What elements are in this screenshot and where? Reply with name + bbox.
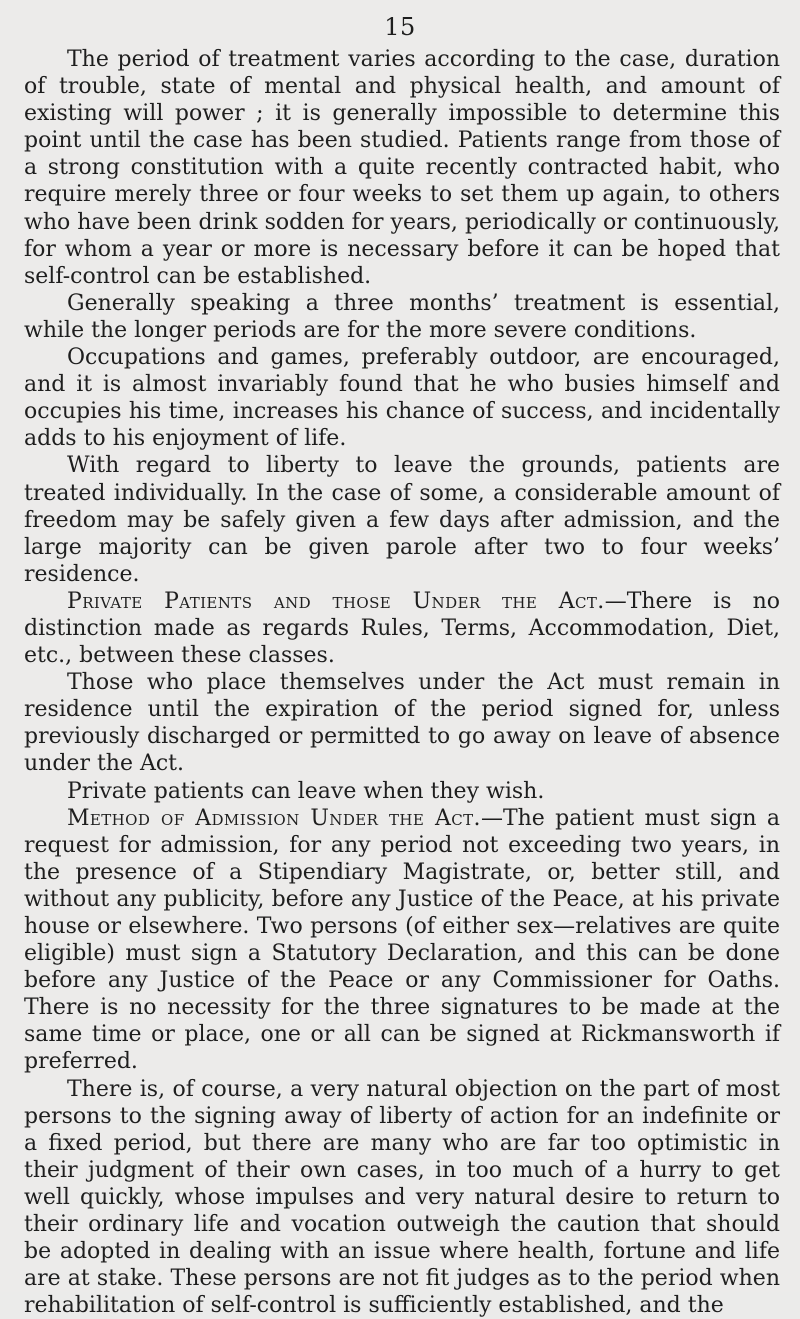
paragraph-liberty [24, 452, 780, 587]
paragraph-text: The period of treatment varies according to the case, duration of trouble, state of mental and physical health, and amount of existing will power ; it is generally impossible to determine this point until the case has been studied. Patients range from those of a strong constitution with a quite recently contracted habit, who require merely three or four weeks to set them up again, to others who have been drink sodden for years, periodically or continuously, for whom a year or more is necessary before it can be hoped that self-control can be established. [24, 47, 780, 289]
paragraph-text: Private patients can leave when they wish. [67, 778, 545, 804]
paragraph-text: There is, of course, a very natural objection on the part of most persons to the signing away of liberty of action for an indefinite or a fixed period, but there are many who are far too optimistic in their judgment of their own cases, in too much of a hurry to get well quickly, whose impulses and very natural desire to return to their ordinary life and vocation outweigh the caution that should be adopted in dealing with an issue where health, fortune and life are at stake. These persons are not fit judges as to the period when rehabilitation of self-control is sufficiently established, and the [24, 1076, 780, 1319]
paragraph-method-of-admission [24, 805, 780, 1076]
paragraph-private-leave [24, 778, 780, 805]
paragraph-text: —There is no distinction made as regards Rules, Terms, Accommodation, Diet, etc., between these classes. [24, 588, 780, 669]
paragraph-occupations [24, 344, 780, 452]
paragraph-three-months [24, 290, 780, 344]
paragraph-under-the-act [24, 669, 780, 777]
section-heading: Private Patients and those Under the Act. [67, 588, 605, 614]
paragraph-text: —The patient must sign a request for admission, for any period not exceeding two years, in the presence of a Stipendiary Magistrate, or, better still, and without any publicity, before any Justice of the Peace, at his private house or elsewhere. Two persons (of either sex—relatives are quite eligible) must sign a Statutory Declaration, and this can be done before any Justice of the Peace or any Commissioner for Oaths. There is no necessity for the three signatures to be made at the same time or place, one or all can be signed at Rickmansworth if preferred. [24, 805, 781, 1075]
paragraph-treatment-period [24, 46, 780, 290]
page-number: 15 [384, 13, 416, 41]
section-heading: Method of Admission Under the Act. [67, 805, 481, 831]
paragraph-objection [24, 1076, 780, 1319]
paragraph-text: With regard to liberty to leave the grounds, patients are treated individually. In the case of some, a considerable amount of freedom may be safely given a few days after admission, and the large majority can be given parole after two to four weeks’ residence. [24, 453, 780, 587]
body-text [24, 46, 780, 1319]
paragraph-text: Those who place themselves under the Act must remain in residence until the expiration of the period signed for, unless previously discharged or permitted to go away on leave of absence under the Act. [24, 670, 780, 777]
paragraph-text: Occupations and games, preferably outdoor, are encouraged, and it is almost invariably found that he who busies himself and occupies his time, increases his chance of success, and incidentally adds to his enjoyment of life. [24, 345, 780, 452]
paragraph-private-patients [24, 588, 780, 669]
paragraph-text: Generally speaking a three months’ treatment is essential, while the longer periods are for the more severe conditions. [24, 290, 780, 343]
